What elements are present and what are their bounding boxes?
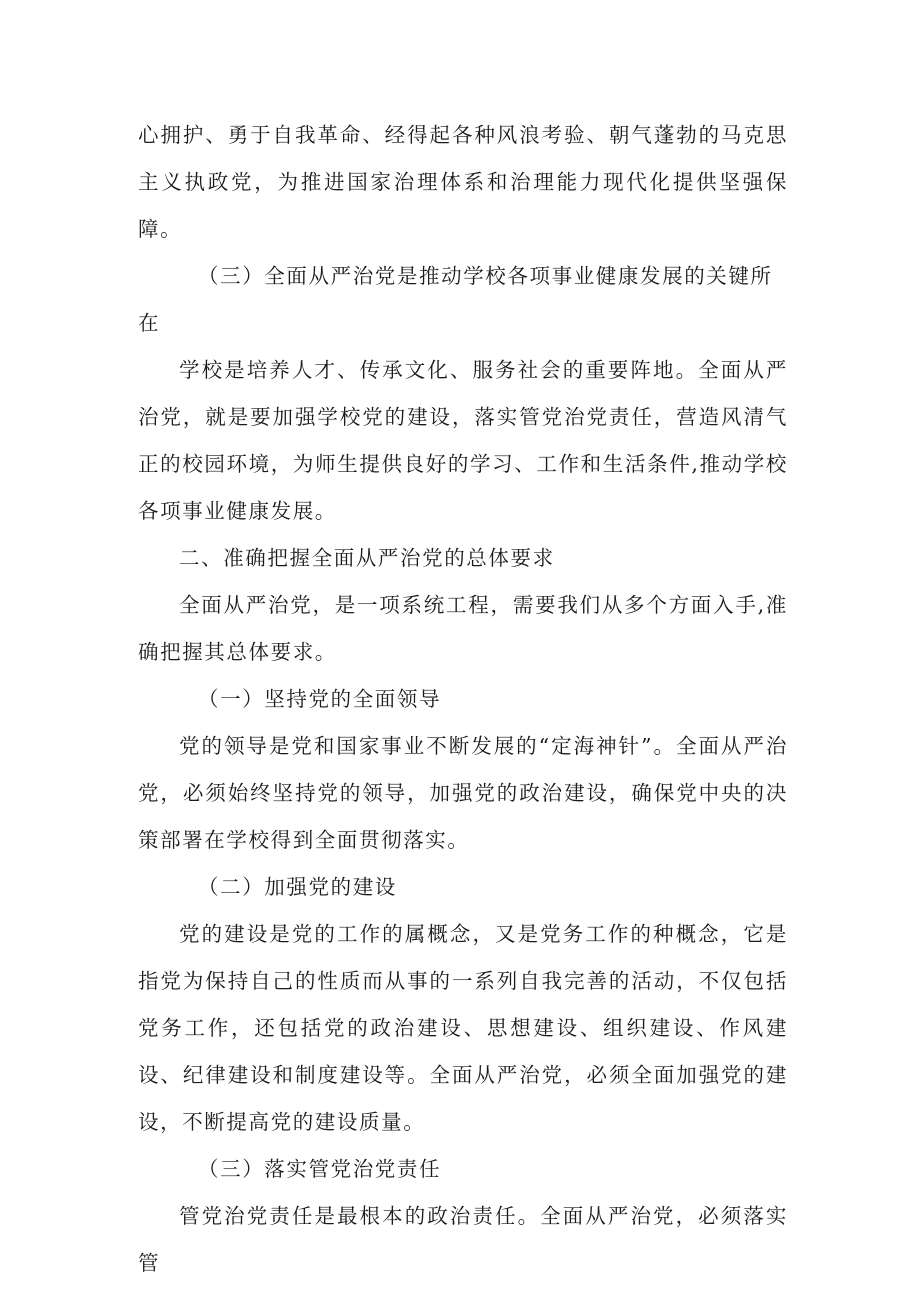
paragraph-party-building: 党的建设是党的工作的属概念，又是党务工作的种概念，它是指党为保持自己的性质而从事的一系列自我完善的活动，不仅包括党务工作，还包括党的政治建设、思想建设、组织建设、作风建设、纪律建设和制度建设等。全面从严治党，必须全面加强党的建设，不断提高党的建设质量。 xyxy=(138,922,788,1134)
paragraph-continuation: 心拥护、勇于自我革命、经得起各种风浪考验、朝气蓬勃的马克思主义执政党，为推进国家治理体系和治理能力现代化提供坚强保障。 xyxy=(138,123,788,241)
paragraph-systematic-project: 全面从严治党，是一项系统工程，需要我们从多个方面入手,准确把握其总体要求。 xyxy=(138,593,788,664)
sub-heading-party-leadership: （一）坚持党的全面领导 xyxy=(198,687,442,711)
sub-heading-responsibility: （三）落实管党治党责任 xyxy=(198,1157,442,1181)
section-heading-overall-requirements: 二、准确把握全面从严治党的总体要求 xyxy=(179,546,555,570)
paragraph-party-leadership: 党的领导是党和国家事业不断发展的“定海神针”。全面从严治党，必须始终坚持党的领导，加强党的政治建设，确保党中央的决策部署在学校得到全面贯彻落实。 xyxy=(138,734,788,852)
sub-heading-party-building: （二）加强党的建设 xyxy=(198,875,397,899)
document-body xyxy=(138,112,788,1287)
paragraph-school-role: 学校是培养人才、传承文化、服务社会的重要阵地。全面从严治党，就是要加强学校党的建设，落实管党治党责任，营造风清气正的校园环境，为师生提供良好的学习、工作和生活条件,推动学校各项事业健康发展。 xyxy=(138,358,788,523)
sub-heading-key-to-school-development: （三）全面从严治党是推动学校各项事业健康发展的关键所在 xyxy=(138,264,773,335)
paragraph-responsibility: 管党治党责任是最根本的政治责任。全面从严治党，必须落实管 xyxy=(138,1204,788,1275)
